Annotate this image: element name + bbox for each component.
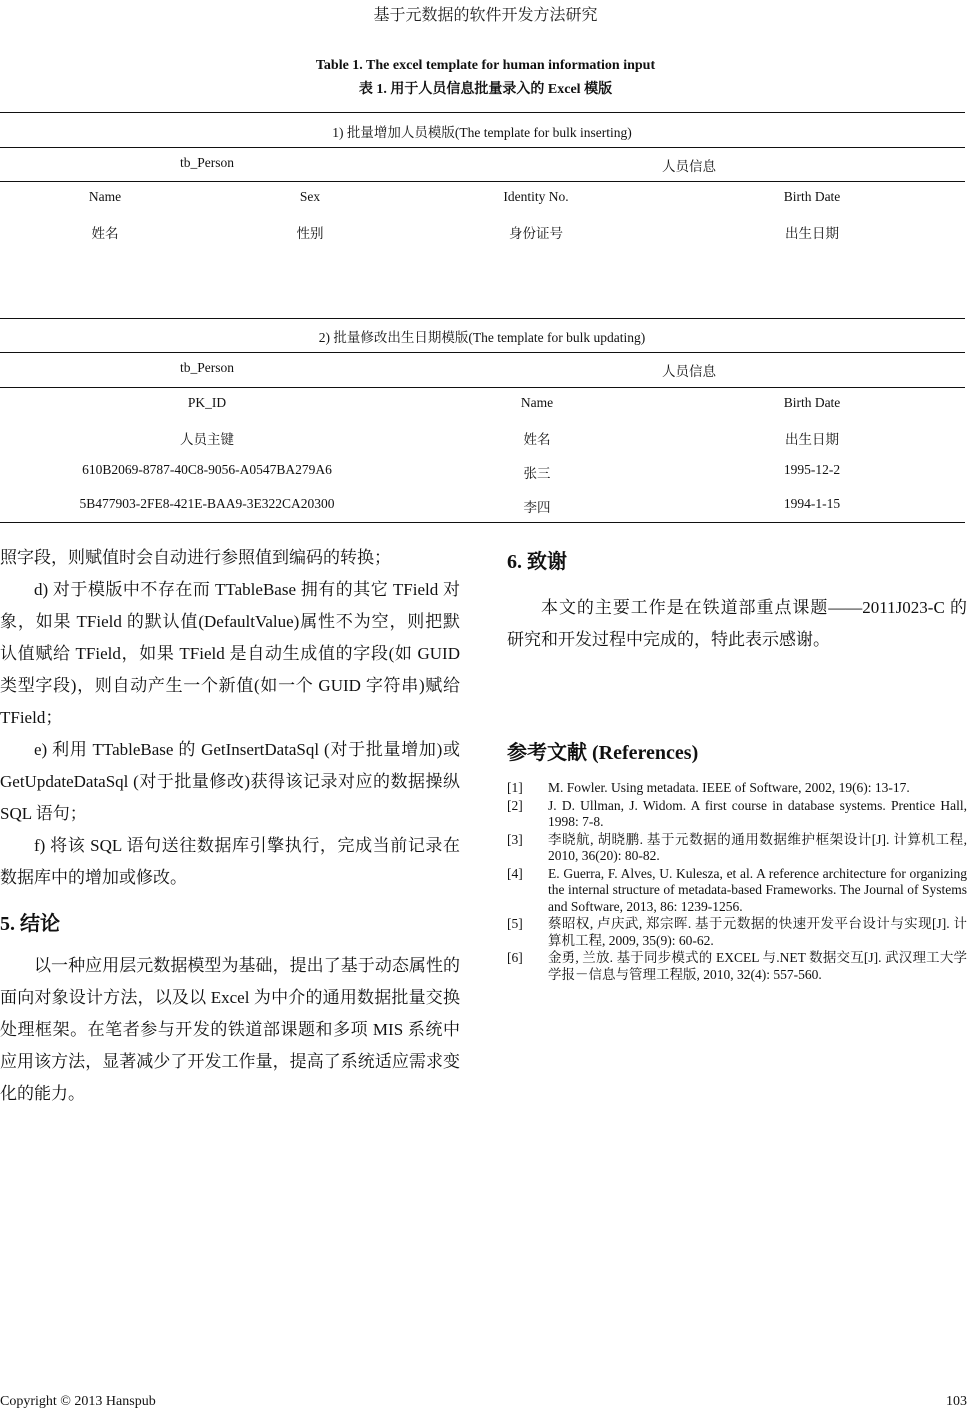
sheet-name: tb_Person (180, 360, 234, 375)
table-caption-en: Table 1. The excel template for human information input (315, 58, 656, 73)
ref-text: J. D. Ullman, J. Widom. A first course in database systems. Prentice Hall, 1998: 7-8. (548, 797, 967, 829)
sheet-label: 人员信息 (662, 364, 716, 379)
header-en: Name (520, 395, 554, 410)
header-zh: 出生日期 (785, 432, 839, 447)
paragraph: 照字段，则赋值时会自动进行参照值到编码的转换； (0, 548, 391, 567)
paragraph: 以一种应用层元数据模型为基础，提出了基于动态属性的面向对象设计方法，以及以 Excel 为中介的通用数据批量交换处理框架。在笔者参与开发的铁道部课题和多项 MIS 系统中应用该方法，显著减少了开发工作量，提高了系统适应需求变化的能力。 (0, 956, 460, 1103)
table-cell: 李四 (523, 500, 551, 515)
header-zh: 身份证号 (509, 226, 563, 241)
header-en: Birth Date (783, 189, 841, 204)
table-rule (0, 147, 965, 148)
reference-item (507, 866, 967, 916)
table-rule (0, 387, 965, 388)
paragraph: 本文的主要工作是在铁道部重点课题——2011J023-C 的研究和开发过程中完成的，特此表示感谢。 (507, 598, 967, 649)
ref-number: [6] (507, 950, 523, 965)
copyright: Copyright © 2013 Hanspub (0, 1394, 156, 1409)
running-title: 基于元数据的软件开发方法研究 (373, 7, 598, 24)
table-rule (0, 112, 965, 113)
table-cell: 610B2069-8787-40C8-9056-A0547BA279A6 (82, 462, 332, 477)
ref-number: [5] (507, 916, 523, 931)
reference-item (507, 798, 967, 831)
paragraph: f) 将该 SQL 语句送往数据库引擎执行，完成当前记录在数据库中的增加或修改。 (0, 836, 460, 887)
ref-text: 蔡昭权, 卢庆武, 郑宗晖. 基于元数据的快速开发平台设计与实现[J]. 计算机工程, 2009, 35(9): 60-62. (548, 916, 967, 948)
paragraph: d) 对于模版中不存在而 TTableBase 拥有的其它 TField 对象，如果 TField 的默认值(DefaultValue)属性不为空，则把默认值赋给 TField，如果 TField 是自动生成值的字段(如 GUID 类型字段)，则自动产生一个新值(如一个 GUID 字符串)赋给 TField； (0, 580, 460, 727)
paragraph: e) 利用 TTableBase 的 GetInsertDataSql (对于批量增加)或 GetUpdateDataSql (对于批量修改)获得该记录对应的数据操纵 SQL 语句； (0, 740, 460, 823)
header-zh: 姓名 (523, 432, 551, 447)
table-caption-zh: 表 1. 用于人员信息批量录入的 Excel 模版 (358, 82, 613, 97)
header-en: Birth Date (783, 395, 841, 410)
header-en: Name (88, 189, 122, 204)
ref-text: 金勇, 兰放. 基于同步模式的 EXCEL 与.NET 数据交互[J]. 武汉理工大学学报－信息与管理工程版, 2010, 32(4): 557-560. (548, 950, 967, 982)
ref-number: [3] (507, 831, 523, 847)
table-rule (0, 522, 965, 523)
header-zh: 人员主键 (180, 432, 234, 447)
right-column (507, 546, 967, 656)
table-cell: 1995-12-2 (783, 462, 841, 477)
ref-number: [1] (507, 780, 523, 795)
reference-item (507, 832, 967, 865)
header-zh: 姓名 (91, 226, 119, 241)
table-rule (0, 181, 965, 182)
header-en: Identity No. (503, 189, 569, 204)
ref-text: 李晓航, 胡晓鹏. 基于元数据的通用数据维护框架设计[J]. 计算机工程, 2010, 36(20): 80-82. (548, 831, 967, 863)
sheet-label: 人员信息 (662, 159, 716, 174)
ref-text: E. Guerra, F. Alves, U. Kulesza, et al. A reference architecture for organizing the internal structure of metadata-based Frameworks. The Journal of Systems and Software, 2013, 86: 1239-1256. (548, 865, 967, 914)
part2-title: 2) 批量修改出生日期模版(The template for bulk updating) (318, 330, 646, 345)
reference-item (507, 950, 967, 983)
table-cell: 张三 (523, 466, 551, 481)
header-en: Sex (299, 189, 321, 204)
ref-number: [4] (507, 865, 523, 881)
header-zh: 性别 (296, 226, 324, 241)
table-rule (0, 318, 965, 319)
references-heading: 参考文献 (References) (507, 742, 699, 764)
table-rule (0, 352, 965, 353)
ref-number: [2] (507, 797, 523, 813)
section-heading: 6. 致谢 (507, 551, 567, 573)
reference-item (507, 780, 967, 797)
page-number: 103 (946, 1394, 967, 1409)
part1-title: 1) 批量增加人员模版(The template for bulk inserting) (332, 125, 632, 140)
header-zh: 出生日期 (785, 226, 839, 241)
ref-text: M. Fowler. Using metadata. IEEE of Software, 2002, 19(6): 13-17. (548, 780, 910, 795)
section-heading: 5. 结论 (0, 913, 60, 935)
sheet-name: tb_Person (180, 155, 234, 170)
reference-item (507, 916, 967, 949)
reference-list (507, 780, 967, 984)
table-cell: 5B477903-2FE8-421E-BAA9-3E322CA20300 (79, 496, 335, 511)
header-en: PK_ID (187, 395, 227, 410)
table-cell: 1994-1-15 (783, 496, 841, 511)
left-column (0, 542, 460, 1110)
